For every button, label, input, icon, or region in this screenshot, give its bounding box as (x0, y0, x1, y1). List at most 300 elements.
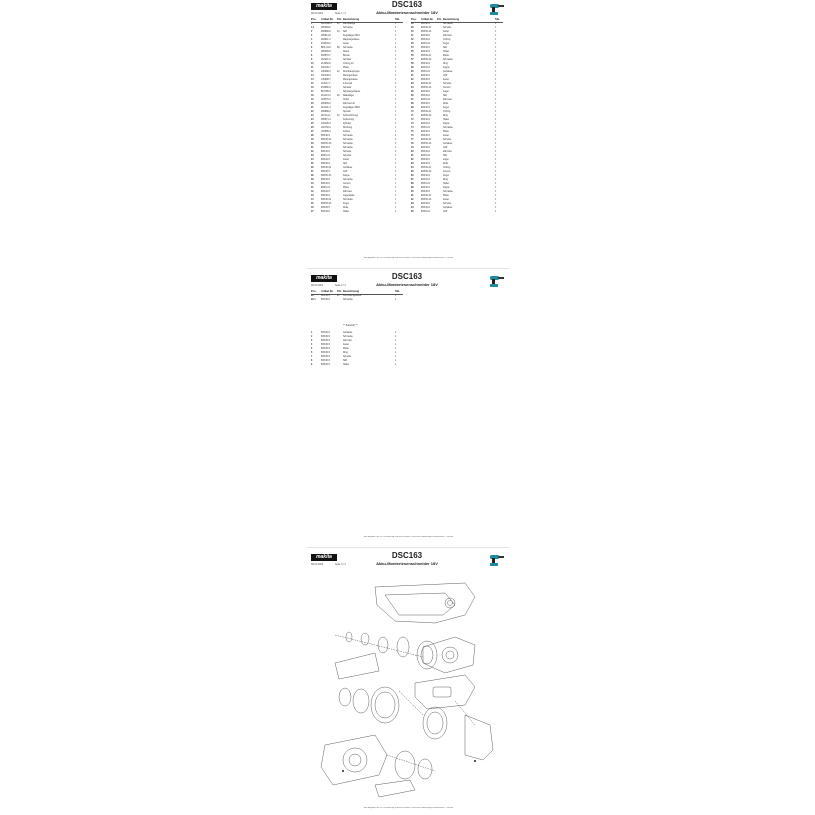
table-cell: 1 (495, 35, 497, 37)
page-number: Seite 3 / 3 (335, 563, 346, 566)
table-cell: Rolle (443, 103, 449, 105)
accessory-cell: B3X40-5 (321, 352, 330, 354)
table-cell: 1 (395, 115, 397, 117)
table-cell: 34 (311, 159, 314, 161)
table-cell: 1 (395, 79, 397, 81)
table-cell: 1 (495, 91, 497, 93)
table-cell: 63 (411, 83, 414, 85)
table-cell: Platte (343, 67, 349, 69)
table-cell: 51 (411, 35, 414, 37)
table-cell: 1 (495, 103, 497, 105)
table-cell: B3X40-5 (421, 119, 430, 121)
table-cell: 21 (337, 295, 340, 297)
table-cell: 1 (495, 99, 497, 101)
table-cell: Nadellager (343, 95, 355, 97)
exploded-parts-diagram (315, 575, 505, 803)
table-cell: 213052-8 (321, 63, 331, 65)
table-cell: 1 (395, 87, 397, 89)
accessory-cell: B3X40-5 (321, 336, 330, 338)
column-header: Stk. (395, 18, 400, 21)
table-cell: 1 (395, 55, 397, 57)
table-cell: 14 (311, 79, 314, 81)
table-cell: 1 (495, 187, 497, 189)
table-cell: 1 (395, 123, 397, 125)
column-header: P.G. (437, 18, 442, 21)
table-cell: Ring (443, 63, 448, 65)
table-cell: Platte (343, 187, 349, 189)
table-cell: 1 (495, 123, 497, 125)
table-cell: 145998-7 (321, 79, 331, 81)
table-cell: Zahnrad (443, 151, 452, 153)
table-cell: Zylinder (343, 123, 352, 125)
column-header: Bezeichnung (343, 18, 360, 21)
table-cell: 3 (311, 35, 313, 37)
table-cell: 1 (495, 159, 497, 161)
table-cell: 46 (311, 207, 314, 209)
table-cell: B3X6-21 (421, 99, 430, 101)
table-cell: 1 (495, 171, 497, 173)
table-cell: 18 (311, 95, 314, 97)
table-cell: 45 (311, 203, 314, 205)
diagram-housing-top (375, 583, 475, 623)
table-cell: B3X40-5 (421, 203, 430, 205)
table-cell: 2 (311, 31, 313, 33)
table-cell: 267114-1 (321, 115, 331, 117)
accessory-cell: B3X40-5 (321, 344, 330, 346)
table-cell: 6 (311, 47, 313, 49)
table-cell: Kappe (443, 67, 450, 69)
table-cell: Hebel (343, 99, 350, 101)
makita-logo: makita (311, 275, 337, 282)
table-cell: B3X40-5 (321, 163, 330, 165)
table-cell: 1 (395, 299, 397, 301)
table-cell: 52 (411, 39, 414, 41)
table-cell: B3X10-6 (421, 95, 430, 97)
table-cell: B3X10-6 (421, 151, 430, 153)
table-cell: 1 (495, 207, 497, 209)
column-header: Stk. (495, 18, 500, 21)
table-cell: Kugel (443, 43, 449, 45)
table-cell: 92 (411, 199, 414, 201)
table-cell: O-Ring (443, 39, 451, 41)
table-cell: B3X10-6 (321, 211, 330, 213)
table-cell: Griff (443, 147, 448, 149)
table-cell: Kugel (443, 107, 449, 109)
table-cell: B3X40-5 (321, 207, 330, 209)
table-cell: 5 (311, 43, 313, 45)
table-cell: B3X10-6 (421, 67, 430, 69)
page-divider (307, 547, 510, 548)
table-cell: 65 (411, 91, 414, 93)
column-header: Artikel-Nr. (321, 18, 334, 21)
table-cell: 2 (395, 143, 397, 145)
tool-photo-icon (488, 553, 506, 567)
table-cell: Bürste (343, 55, 350, 57)
table-cell: 35 (311, 163, 314, 165)
table-cell: 1 (495, 71, 497, 73)
table-cell: 1 (395, 295, 397, 297)
table-cell: B3X40-5 (421, 187, 430, 189)
table-cell: B3X50-33 (421, 59, 432, 61)
table-cell: 1 (395, 99, 397, 101)
table-cell: 72 (411, 119, 414, 121)
table-cell: 43 (311, 195, 314, 197)
table-cell: 24 (311, 119, 314, 121)
table-cell: 33 (311, 155, 314, 157)
table-cell: Schraube (343, 299, 353, 301)
table-cell: 1 (395, 171, 397, 173)
table-cell: B3X40-5 (321, 135, 330, 137)
accessory-cell: Zahnrad (343, 340, 352, 342)
table-cell: O-Ring 12 (343, 63, 354, 65)
accessory-cell: B3X40-5 (321, 364, 330, 366)
column-header: P.G. (337, 290, 342, 293)
table-cell: 1 (495, 119, 497, 121)
table-cell: 95 (411, 211, 414, 213)
table-cell: 1 (495, 63, 497, 65)
table-cell: Halter (443, 119, 450, 121)
model-subtitle: Akku-Monteriesenschneider 18V (376, 10, 438, 15)
table-cell: 1 (495, 151, 497, 153)
table-cell: 266898-2 (321, 111, 331, 113)
table-cell: 71 (411, 115, 414, 117)
table-cell: B3X40-5 (321, 299, 330, 301)
table-cell: Schraube (343, 27, 353, 29)
table-cell: O-Ring (443, 167, 451, 169)
table-cell: 211017-7 (321, 83, 331, 85)
table-cell: 265813-8 (321, 35, 331, 37)
table-cell: 1 (495, 143, 497, 145)
table-cell: 59 (411, 67, 414, 69)
table-cell: 38 (311, 175, 314, 177)
table-cell: B3X40-5 (321, 179, 330, 181)
table-cell: Ring (443, 115, 448, 117)
table-cell: Zahnstange (343, 23, 356, 25)
table-cell: 90 (411, 191, 414, 193)
table-cell: B3X50-33 (321, 203, 332, 205)
table-cell: Anker (343, 43, 350, 45)
table-cell: Schalter (343, 87, 352, 89)
table-cell: 1 (395, 107, 397, 109)
table-cell: B3X40-5 (321, 191, 330, 193)
table-cell: Lager (443, 91, 449, 93)
accessory-cell: 6 (311, 352, 313, 354)
table-cell: B3X40-21 (321, 199, 332, 201)
accessory-cell: B3X40-5 (321, 340, 330, 342)
table-cell: 87 (411, 179, 414, 181)
page-footer: Alle Angaben nur zur Orientierung und ohne Gewähr. Technische Änderungen vorbehalten. © Makita (363, 807, 454, 809)
table-cell: Dichtung (343, 127, 353, 129)
table-cell: Gummi (443, 87, 451, 89)
column-header: Pos. (411, 18, 417, 21)
table-cell: Schraube (443, 127, 453, 129)
table-cell: Stift (443, 47, 447, 49)
table-cell: 21 (311, 107, 314, 109)
accessory-cell: 1 (395, 352, 397, 354)
table-cell: Spindel (343, 111, 351, 113)
accessory-cell: 1 (395, 340, 397, 342)
table-cell: 79 (411, 147, 414, 149)
table-cell: Motorgehäuse (343, 79, 358, 81)
table-cell: 80 (411, 151, 414, 153)
table-cell: B3X6-21 (321, 155, 330, 157)
accessory-cell: 8 (311, 360, 313, 362)
table-cell: 1 (395, 159, 397, 161)
table-cell: 16 (311, 87, 314, 89)
table-cell: Griff (443, 211, 448, 213)
table-cell: Feder (343, 159, 350, 161)
table-cell: 66 (411, 95, 414, 97)
table-cell: B3X50-33 (421, 143, 432, 145)
table-cell: B3X40-5 (421, 159, 430, 161)
table-cell: 1 (395, 199, 397, 201)
document-date: 06.01.2019 (311, 12, 323, 15)
accessory-cell: Feder (343, 344, 350, 346)
table-cell: Gehäuse (343, 167, 353, 169)
table-cell: Kolbenring (343, 119, 354, 121)
table-cell: B3X50-33 (421, 199, 432, 201)
table-cell: Scheibe (443, 27, 452, 29)
table-cell: 26 (311, 127, 314, 129)
table-cell: Verbindungsstück (343, 295, 362, 297)
table-cell: B3X10-6 (421, 207, 430, 209)
table-cell: 1 (495, 127, 497, 129)
table-cell: B3X10-6 (421, 123, 430, 125)
table-cell: 30 (311, 143, 314, 145)
table-cell: Kugel (443, 175, 449, 177)
table-cell: Lagerplatte (343, 195, 355, 197)
table-cell: 1 (395, 91, 397, 93)
table-cell: Rolle (443, 163, 449, 165)
table-cell: 39 (311, 179, 314, 181)
table-cell: B3X40-5 (421, 191, 430, 193)
table-cell: 91 (411, 195, 414, 197)
table-cell: Zahnrad (343, 191, 352, 193)
makita-logo: makita (311, 3, 337, 10)
table-cell: Halter (443, 51, 450, 53)
table-cell: Schraube (343, 135, 353, 137)
table-cell: Stift (343, 31, 347, 33)
table-cell: 1 (495, 23, 497, 25)
table-cell: 1 (395, 43, 397, 45)
table-cell: 1 (495, 175, 497, 177)
column-header: Bezeichnung (443, 18, 460, 21)
table-cell: 1 (395, 111, 397, 113)
table-cell: Stift (343, 163, 347, 165)
table-cell: 7 (311, 51, 313, 53)
table-cell: 4 (395, 47, 397, 49)
table-cell: 1 (395, 75, 397, 77)
table-cell: 1 (495, 87, 497, 89)
table-cell: B3X50-33 (421, 87, 432, 89)
table-cell: B3X40-5 (421, 51, 430, 53)
table-cell: 37 (311, 171, 314, 173)
table-cell: Schraube (343, 143, 353, 145)
table-cell: Scheibe (343, 151, 352, 153)
table-cell: B3X40-5 (421, 63, 430, 65)
table-cell: 84 (411, 167, 414, 169)
table-cell: B3X40-5 (421, 23, 430, 25)
table-cell: 118576-3 (321, 99, 331, 101)
table-cell: Kolben (343, 131, 351, 133)
column-header: Stk. (395, 290, 400, 293)
accessory-cell: B3X40-5 (321, 348, 330, 350)
table-cell: 78 (411, 143, 414, 145)
accessory-cell: B3X40-5 (321, 360, 330, 362)
model-title: DSC163 (391, 551, 423, 560)
accessory-cell: 1 (395, 348, 397, 350)
table-cell: 1 (495, 83, 497, 85)
table-cell: 1 (495, 55, 497, 57)
table-cell: Feder (443, 135, 450, 137)
table-cell: 1 (395, 119, 397, 121)
table-cell: Rolle (343, 207, 349, 209)
accessory-cell: 1 (395, 336, 397, 338)
table-cell: 1 (495, 191, 497, 193)
accessory-cell: 9 (311, 364, 313, 366)
table-cell: 29 (311, 139, 314, 141)
table-cell: 68 (411, 103, 414, 105)
table-cell: 17 (311, 91, 314, 93)
accessory-cell: 1 (395, 356, 397, 358)
table-cell: 2 (395, 151, 397, 153)
table-cell: B3X6-21 (421, 155, 430, 157)
accessories-section-title: ** Zubehör ** (343, 324, 358, 327)
table-cell: 77 (411, 139, 414, 141)
table-cell: B3X40-5 (321, 195, 330, 197)
table-cell: B3X40-5 (421, 47, 430, 49)
table-cell: 1 (311, 23, 313, 25)
table-cell: 1 (495, 147, 497, 149)
table-cell: 48 (411, 23, 414, 25)
table-cell: 1 (495, 43, 497, 45)
accessory-cell: 2 (311, 336, 313, 338)
page-number: Seite 2 / 3 (335, 284, 346, 287)
table-cell: Schraube (343, 199, 353, 201)
table-cell: 20 (311, 103, 314, 105)
table-cell: 1 (395, 203, 397, 205)
table-cell: 265880-6 (321, 31, 331, 33)
table-cell: 1 (395, 175, 397, 177)
table-cell: 80 (337, 47, 340, 49)
tool-photo-icon (488, 2, 506, 16)
table-cell: B3X6-21 (421, 183, 430, 185)
table-cell: 1 (495, 95, 497, 97)
accessory-cell: Schraube (343, 336, 353, 338)
model-subtitle: Akku-Monteriesenschneider 18V (376, 282, 438, 287)
table-cell: Feder (443, 199, 450, 201)
table-cell: 1 (395, 147, 397, 149)
table-cell: B3X10-6 (321, 183, 330, 185)
table-cell: 23 (311, 115, 314, 117)
table-cell: B8X-16-8 (321, 47, 331, 49)
table-cell: 41 (311, 187, 314, 189)
table-cell: 1 (495, 195, 497, 197)
table-cell: 94 (411, 207, 414, 209)
exploded-view-page-3 (307, 551, 510, 815)
table-cell: 44 (311, 199, 314, 201)
table-cell: Platte (443, 55, 449, 57)
table-cell: 1 (395, 167, 397, 169)
table-cell: B3X6-21 (421, 71, 430, 73)
table-cell: 265384-2 (321, 27, 331, 29)
table-cell: Stift (443, 155, 447, 157)
table-cell: 1 (495, 199, 497, 201)
table-cell: 40 (311, 183, 314, 185)
table-cell: 1 (495, 107, 497, 109)
table-cell: 75 (411, 131, 414, 133)
table-cell: 1 (395, 207, 397, 209)
table-cell: Griff (343, 171, 348, 173)
table-cell: 25 (311, 123, 314, 125)
table-cell: B3X40-5 (421, 35, 430, 37)
table-cell: 1 (395, 95, 397, 97)
table-cell: 10 (337, 115, 340, 117)
table-cell: 28 (311, 135, 314, 137)
table-cell: B3X40-21 (421, 111, 432, 113)
table-cell: 1 (495, 139, 497, 141)
table-cell: Kolbenführung (343, 115, 358, 117)
table-cell: Schraube (343, 179, 353, 181)
table-cell: 265971-4 (321, 119, 331, 121)
column-header: Artikel-Nr. (421, 18, 434, 21)
column-header: Artikel-Nr. (321, 290, 334, 293)
table-cell: 1 (395, 23, 397, 25)
table-cell: B3X6-21 (421, 211, 430, 213)
table-cell: Zahnrad 42 (343, 103, 355, 105)
table-cell: 1 (395, 59, 397, 61)
table-cell: 1 (395, 163, 397, 165)
table-cell: 1 (395, 179, 397, 181)
table-cell: Griff (443, 75, 448, 77)
parts-list-page-1 (307, 0, 510, 265)
table-cell: 1 (395, 67, 397, 69)
table-cell: 81 (411, 155, 414, 157)
table-cell: Schalter (343, 59, 352, 61)
parts-list-page-2 (307, 272, 510, 544)
table-cell: 1 (395, 155, 397, 157)
table-cell: 70 (411, 111, 414, 113)
table-cell: 31 (311, 147, 314, 149)
table-cell: B3X40-5 (321, 147, 330, 149)
table-cell: 55 (411, 51, 414, 53)
table-cell: B3X40-21 (421, 167, 432, 169)
table-cell: Schraube (343, 147, 353, 149)
table-cell: 262411-0 (321, 59, 331, 61)
table-cell: B3X6-21 (421, 127, 430, 129)
table-cell: 1 (495, 155, 497, 157)
table-cell: 10 (311, 63, 314, 65)
table-cell: B3X40-21 (321, 167, 332, 169)
table-cell: 10 (337, 31, 340, 33)
table-cell: 1 (495, 75, 497, 77)
table-cell: Schaltergehäuse (343, 91, 361, 93)
table-cell: Schraube (343, 139, 353, 141)
table-cell: 60 (411, 71, 414, 73)
table-cell: 69 (411, 107, 414, 109)
table-cell: Halter (443, 183, 450, 185)
table-cell: 3 (395, 83, 397, 85)
accessory-cell: 1 (395, 364, 397, 366)
table-cell: Schraube (443, 191, 453, 193)
table-cell: 284611-4 (321, 39, 331, 41)
table-cell: B3X10-6 (321, 151, 330, 153)
column-header: Bezeichnung (343, 290, 360, 293)
table-cell: 1 (495, 79, 497, 81)
table-cell: 13 (311, 75, 314, 77)
table-cell: Schraube (443, 23, 453, 25)
page-footer: Alle Angaben nur zur Orientierung und ohne Gewähr. Technische Änderungen vorbehalten. © Makita (363, 257, 454, 259)
